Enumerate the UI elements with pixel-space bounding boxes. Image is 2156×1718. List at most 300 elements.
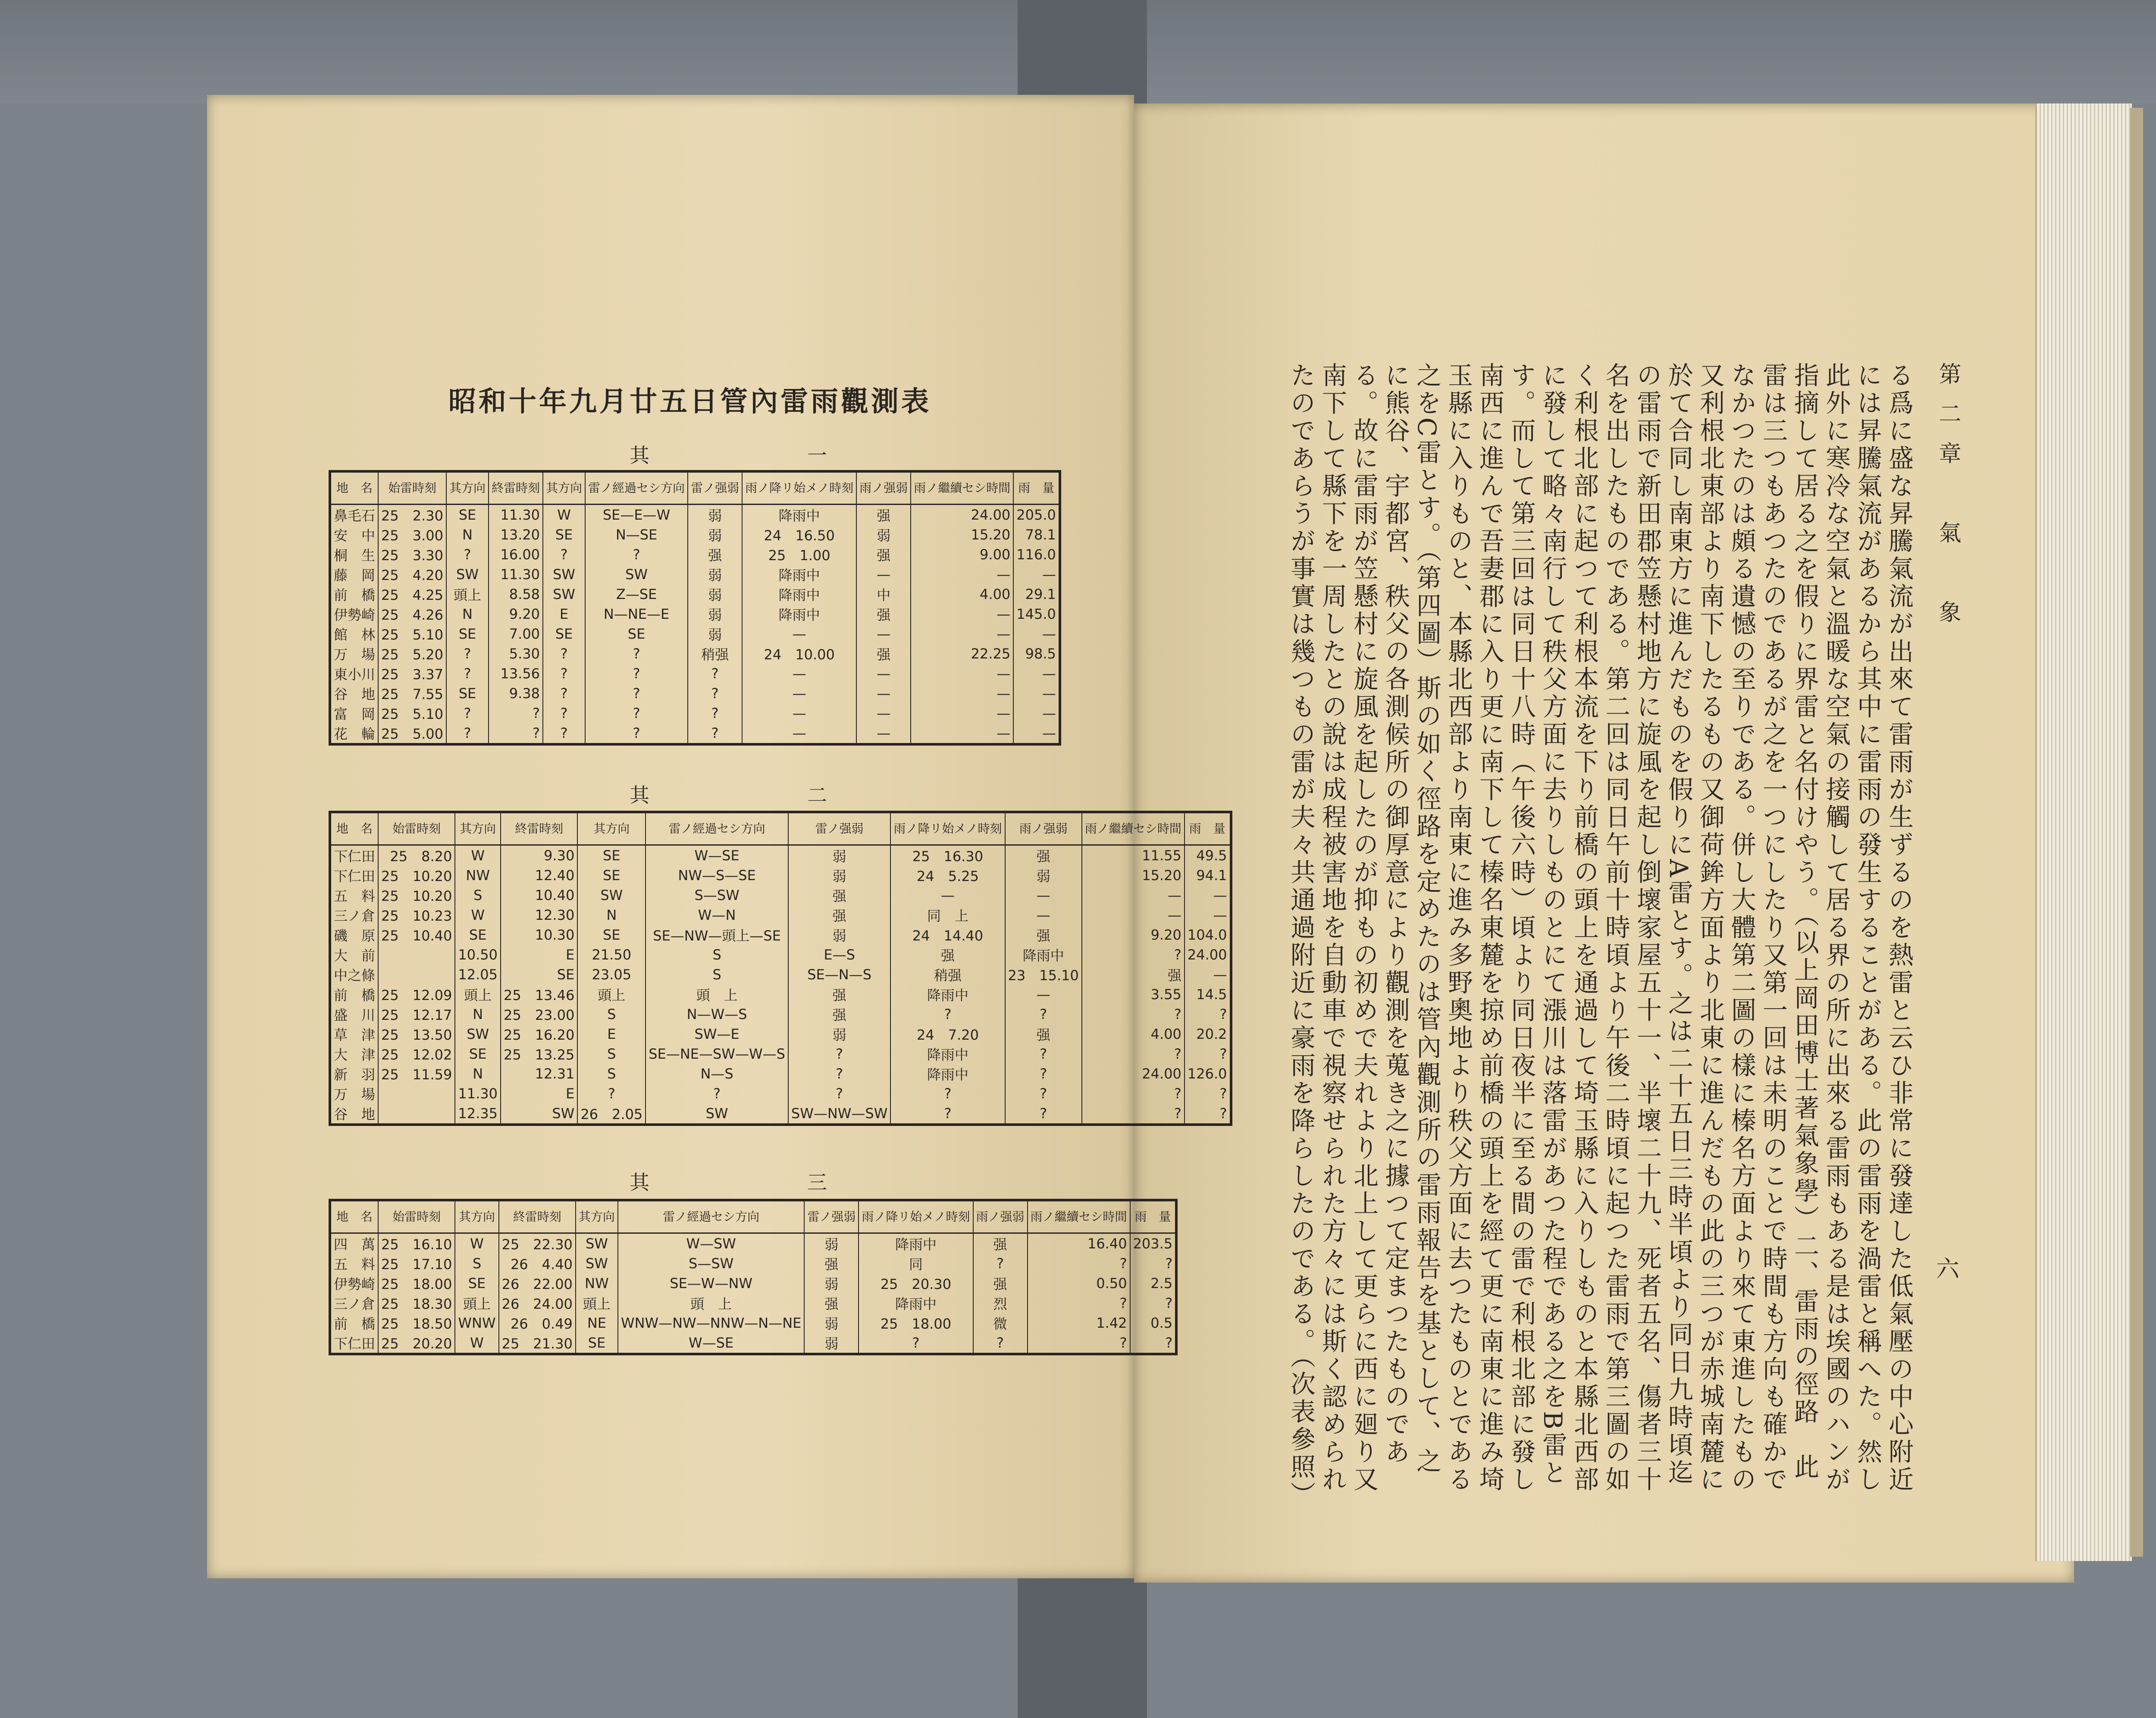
table-cell: 盛 川 xyxy=(330,1004,378,1024)
table-cell: ? xyxy=(1082,1004,1185,1024)
table-cell: 9.30 xyxy=(501,845,577,866)
table-cell: WNW xyxy=(455,1313,498,1333)
table-cell: W—SW xyxy=(618,1233,804,1254)
table-cell: 前 橋 xyxy=(330,984,378,1004)
column-header: 雷ノ經過セシ方向 xyxy=(585,471,688,505)
table-cell: SE xyxy=(577,845,646,866)
table-cell: 中之條 xyxy=(330,965,378,984)
table-cell: ? xyxy=(1005,1004,1082,1024)
table-cell: 98.5 xyxy=(1013,644,1060,664)
table-cell: 25 5.10 xyxy=(378,624,446,644)
table-cell: WNW—NW—NNW—N—NE xyxy=(618,1313,804,1333)
table-row xyxy=(330,1233,1176,1254)
table-cell: 11.30 xyxy=(489,505,543,525)
table-cell: ? xyxy=(585,664,688,683)
column-header: 雨ノ强弱 xyxy=(1005,812,1082,845)
table-cell: 26 0.49 xyxy=(499,1313,576,1333)
table-cell: SE xyxy=(446,624,489,644)
table-cell: 1.42 xyxy=(1028,1313,1130,1333)
table-cell: 弱 xyxy=(688,604,742,624)
column-header: 始雷時刻 xyxy=(378,812,455,845)
table-cell: SE xyxy=(446,683,489,703)
table-cell: 7.00 xyxy=(489,624,543,644)
table-cell: 24.00 xyxy=(911,505,1013,525)
table-cell: 三ノ倉 xyxy=(330,905,378,925)
table-cell: 10.50 xyxy=(455,945,501,965)
table-cell: SE xyxy=(446,505,489,525)
chapter-header: 第二章 氣 象 xyxy=(1935,362,1961,640)
table-cell: ? xyxy=(446,664,489,683)
column-header: 雨 量 xyxy=(1130,1200,1177,1233)
table-cell: 25 4.26 xyxy=(378,604,446,624)
table-cell: 25 5.10 xyxy=(378,703,446,723)
table-cell: 强 xyxy=(856,505,911,525)
table-cell: 伊勢崎 xyxy=(330,604,378,624)
table-cell: S—SW xyxy=(646,885,788,905)
table-cell: 25 13.50 xyxy=(378,1024,455,1044)
table-cell: — xyxy=(1082,885,1185,905)
table-cell: ? xyxy=(543,683,585,703)
table-cell: 弱 xyxy=(688,584,742,604)
table-cell: N xyxy=(455,1004,501,1024)
table-cell: ? xyxy=(788,1084,890,1104)
table-cell: 大 津 xyxy=(330,1044,378,1064)
table-cell: 25 16.10 xyxy=(378,1233,455,1254)
table-row xyxy=(330,1273,1176,1293)
table-cell: 0.5 xyxy=(1130,1313,1177,1333)
table-cell: 24 5.25 xyxy=(890,865,1005,885)
table-cell: SW xyxy=(585,564,688,584)
table-cell: 25 16.20 xyxy=(501,1024,577,1044)
table-cell: 稍强 xyxy=(890,965,1005,984)
table-cell: 11.30 xyxy=(455,1084,501,1104)
table-cell: 203.5 xyxy=(1130,1233,1177,1254)
table-cell: 25 3.00 xyxy=(378,525,446,545)
table-2-label: 其 二 xyxy=(630,784,896,807)
table-cell: 25 20.30 xyxy=(859,1273,973,1293)
table-cell: SW xyxy=(543,584,585,604)
table-cell: N xyxy=(446,525,489,545)
table-cell: SW xyxy=(543,564,585,584)
table-cell: 弱 xyxy=(1005,865,1082,885)
table-cell: — xyxy=(742,703,856,723)
column-header: 始雷時刻 xyxy=(378,1200,455,1233)
table-cell: 强 xyxy=(856,545,911,564)
table-cell: 8.58 xyxy=(489,584,543,604)
table-cell: SE xyxy=(585,624,688,644)
table-cell: 11.55 xyxy=(1082,845,1185,866)
table-cell: 弱 xyxy=(688,624,742,644)
table-cell: 弱 xyxy=(856,525,911,545)
table-cell: 25 13.46 xyxy=(501,984,577,1004)
table-3-label: 其 三 xyxy=(630,1171,896,1194)
observation-table-1 xyxy=(329,470,1061,746)
column-header: 其方向 xyxy=(577,812,646,845)
table-cell: 下仁田 xyxy=(330,865,378,885)
table-cell: 降雨中 xyxy=(859,1293,973,1313)
page-number: 六 xyxy=(1936,1255,1959,1282)
table-cell: ? xyxy=(1082,945,1185,965)
table-cell: SE—NE—SW—W—S xyxy=(646,1044,788,1064)
table-cell: SW xyxy=(501,1104,577,1125)
table-cell: W xyxy=(543,505,585,525)
table-cell: — xyxy=(1013,624,1060,644)
table-row xyxy=(330,984,1231,1004)
table-cell: 25 10.23 xyxy=(378,905,455,925)
table-cell: ? xyxy=(446,723,489,744)
table-cell: ? xyxy=(890,1084,1005,1104)
table-cell: ? xyxy=(585,683,688,703)
table-cell: Z—SE xyxy=(585,584,688,604)
table-cell: 大 前 xyxy=(330,945,378,965)
table-cell: 15.20 xyxy=(911,525,1013,545)
table-cell: 9.20 xyxy=(1082,925,1185,945)
table-cell: 24 14.40 xyxy=(890,925,1005,945)
table-cell: — xyxy=(856,664,911,683)
table-cell: 弱 xyxy=(688,525,742,545)
table-cell: 弱 xyxy=(804,1273,859,1293)
table-cell: 安 中 xyxy=(330,525,378,545)
table-cell: 24 10.00 xyxy=(742,644,856,664)
table-cell: 10.40 xyxy=(501,885,577,905)
column-header: 雨ノ繼續セシ時間 xyxy=(1028,1200,1130,1233)
table-cell: NE xyxy=(576,1313,618,1333)
table-cell: ? xyxy=(1028,1333,1130,1354)
table-cell: SE xyxy=(455,1044,501,1064)
table-cell: 3.55 xyxy=(1082,984,1185,1004)
table-cell: — xyxy=(911,604,1013,624)
table-cell: 13.56 xyxy=(489,664,543,683)
table-cell: SW xyxy=(576,1233,618,1254)
table-cell: — xyxy=(890,885,1005,905)
table-cell: 强 xyxy=(788,905,890,925)
table-cell: 强 xyxy=(1082,965,1185,984)
table-cell: 頭上 xyxy=(576,1293,618,1313)
table-cell: 9.00 xyxy=(911,545,1013,564)
table-cell: E xyxy=(501,1084,577,1104)
table-cell: 弱 xyxy=(688,505,742,525)
table-cell: 25 23.00 xyxy=(501,1004,577,1024)
table-cell: E xyxy=(543,604,585,624)
table-cell: 頭上 xyxy=(446,584,489,604)
table-cell: N—SE xyxy=(585,525,688,545)
table-cell: 强 xyxy=(856,644,911,664)
table-cell: W—SE xyxy=(618,1333,804,1354)
table-cell: NW xyxy=(576,1273,618,1293)
table-cell: ? xyxy=(890,1104,1005,1125)
table-cell: 25 10.40 xyxy=(378,925,455,945)
table-row xyxy=(330,564,1060,584)
table-cell: 藤 岡 xyxy=(330,564,378,584)
table-cell: S xyxy=(577,1044,646,1064)
table-cell: S xyxy=(577,1064,646,1084)
column-header: 終雷時刻 xyxy=(489,471,543,505)
table-cell xyxy=(378,1104,455,1125)
table-cell: ? xyxy=(1185,1004,1231,1024)
table-cell: — xyxy=(911,683,1013,703)
table-cell: 25 20.20 xyxy=(378,1333,455,1354)
table-cell: ? xyxy=(446,703,489,723)
table-cell: 草 津 xyxy=(330,1024,378,1044)
table-cell: ? xyxy=(1185,1104,1231,1125)
table-cell: SE—E—W xyxy=(585,505,688,525)
table-cell: — xyxy=(1082,905,1185,925)
table-cell: 25 4.20 xyxy=(378,564,446,584)
table-cell: — xyxy=(856,624,911,644)
column-header: 地 名 xyxy=(330,812,378,845)
column-header: 雨 量 xyxy=(1013,471,1060,505)
table-cell: ? xyxy=(1005,1084,1082,1104)
table-cell: — xyxy=(1185,885,1231,905)
table-row xyxy=(330,644,1060,664)
column-header: 其方向 xyxy=(576,1200,618,1233)
table-cell: ? xyxy=(1028,1254,1130,1273)
column-header: 其方向 xyxy=(455,812,501,845)
table-cell: — xyxy=(911,664,1013,683)
table-cell: NW xyxy=(455,865,501,885)
table-cell: ? xyxy=(688,683,742,703)
table-row xyxy=(330,1084,1231,1104)
table-cell: — xyxy=(856,564,911,584)
table-cell: SE xyxy=(455,925,501,945)
table-cell: 15.20 xyxy=(1082,865,1185,885)
table-cell: 12.40 xyxy=(501,865,577,885)
table-cell: 頭 上 xyxy=(618,1293,804,1313)
table-cell: 24.00 xyxy=(1185,945,1231,965)
table-cell: SE xyxy=(576,1333,618,1354)
table-cell: SW xyxy=(576,1254,618,1273)
table-cell: N xyxy=(577,905,646,925)
table-cell: W xyxy=(455,1333,498,1354)
table-cell: ? xyxy=(688,664,742,683)
table-row xyxy=(330,945,1231,965)
table-cell: 万 場 xyxy=(330,1084,378,1104)
table-cell: ? xyxy=(1028,1293,1130,1313)
table-cell: W xyxy=(455,905,501,925)
column-header: 終雷時刻 xyxy=(499,1200,576,1233)
table-cell: — xyxy=(1005,885,1082,905)
table-cell: 4.00 xyxy=(911,584,1013,604)
table-cell: — xyxy=(742,624,856,644)
column-header: 雨ノ降リ始メノ時刻 xyxy=(742,471,856,505)
table-cell: 26 4.40 xyxy=(499,1254,576,1273)
table-cell: 伊勢崎 xyxy=(330,1273,378,1293)
table-cell: 强 xyxy=(788,1004,890,1024)
column-header: 其方向 xyxy=(543,471,585,505)
table-row xyxy=(330,865,1231,885)
table-cell: 25 5.20 xyxy=(378,644,446,664)
table-cell: 104.0 xyxy=(1185,925,1231,945)
table-cell: 谷 地 xyxy=(330,683,378,703)
table-cell: SE xyxy=(543,525,585,545)
table-cell: 强 xyxy=(804,1293,859,1313)
column-header: 雷ノ强弱 xyxy=(688,471,742,505)
column-header: 雨ノ强弱 xyxy=(973,1200,1028,1233)
table-cell: ? xyxy=(489,703,543,723)
table-cell: SE xyxy=(543,624,585,644)
table-cell: 降雨中 xyxy=(890,1064,1005,1084)
table-cell: 降雨中 xyxy=(742,584,856,604)
column-header: 雨ノ强弱 xyxy=(856,471,911,505)
table-cell: ? xyxy=(890,1004,1005,1024)
table-cell: 弱 xyxy=(788,1024,890,1044)
table-cell: SW—NW—SW xyxy=(788,1104,890,1125)
table-cell: 25 3.30 xyxy=(378,545,446,564)
table-cell: 弱 xyxy=(788,865,890,885)
column-header: 始雷時刻 xyxy=(378,471,446,505)
table-1-label: 其 一 xyxy=(630,444,896,467)
table-cell: 26 22.00 xyxy=(499,1273,576,1293)
table-cell: 弱 xyxy=(788,925,890,945)
table-cell xyxy=(378,965,455,984)
table-cell: 205.0 xyxy=(1013,505,1060,525)
table-cell: 25 18.30 xyxy=(378,1293,455,1313)
table-cell: 25 21.30 xyxy=(499,1333,576,1354)
table-cell: 弱 xyxy=(688,564,742,584)
column-header: 雷ノ經過セシ方向 xyxy=(646,812,788,845)
table-cell: 降雨中 xyxy=(742,564,856,584)
table-cell: 館 林 xyxy=(330,624,378,644)
table-row xyxy=(330,885,1231,905)
table-cell: N xyxy=(446,604,489,624)
table-cell: — xyxy=(1013,664,1060,683)
table-row xyxy=(330,1064,1231,1084)
table-row xyxy=(330,624,1060,644)
table-cell: ? xyxy=(543,703,585,723)
table-row xyxy=(330,1104,1231,1125)
table-cell: SE xyxy=(577,925,646,945)
table-cell: 25 11.59 xyxy=(378,1064,455,1084)
table-cell: — xyxy=(911,564,1013,584)
table-cell: ? xyxy=(973,1254,1028,1273)
table-row xyxy=(330,1004,1231,1024)
table-cell: 9.38 xyxy=(489,683,543,703)
table-cell: 磯 原 xyxy=(330,925,378,945)
column-header: 雨ノ降リ始メノ時刻 xyxy=(890,812,1005,845)
table-cell: SE xyxy=(501,965,577,984)
table-cell: 强 xyxy=(788,984,890,1004)
table-cell: 25 18.00 xyxy=(859,1313,973,1333)
table-cell: ? xyxy=(489,723,543,744)
table-cell: 21.50 xyxy=(577,945,646,965)
table-cell: 弱 xyxy=(804,1233,859,1254)
table-cell: SE—N—S xyxy=(788,965,890,984)
table-cell: 25 10.20 xyxy=(378,885,455,905)
table-cell: SE xyxy=(577,865,646,885)
table-cell: 24 7.20 xyxy=(890,1024,1005,1044)
observation-table-3 xyxy=(329,1199,1178,1355)
table-cell: W—SE xyxy=(646,845,788,866)
table-cell: 25 2.30 xyxy=(378,505,446,525)
table-cell: E—S xyxy=(788,945,890,965)
table-cell: ? xyxy=(585,703,688,723)
column-header: 雨ノ降リ始メノ時刻 xyxy=(859,1200,973,1233)
table-cell: 降雨中 xyxy=(890,984,1005,1004)
table-cell: 5.30 xyxy=(489,644,543,664)
table-title: 昭和十年九月廿五日管內雷雨觀測表 xyxy=(448,386,931,418)
page-edge-stack xyxy=(2035,103,2132,1561)
table-cell: ? xyxy=(585,644,688,664)
table-cell: 强 xyxy=(1005,1024,1082,1044)
table-cell: NW—S—SE xyxy=(646,865,788,885)
table-cell: 鼻毛石 xyxy=(330,505,378,525)
table-cell: ? xyxy=(1185,1084,1231,1104)
table-cell: 微 xyxy=(973,1313,1028,1333)
table-cell: 强 xyxy=(688,545,742,564)
table-cell: N—W—S xyxy=(646,1004,788,1024)
table-cell: 下仁田 xyxy=(330,1333,378,1354)
table-cell: 14.5 xyxy=(1185,984,1231,1004)
book-cover-edge xyxy=(2130,108,2143,1557)
table-cell: S xyxy=(577,1004,646,1024)
table-cell: 强 xyxy=(1005,845,1082,866)
table-cell: ? xyxy=(1185,1044,1231,1064)
observation-table-2 xyxy=(329,811,1232,1126)
table-row xyxy=(330,723,1060,744)
table-cell: 弱 xyxy=(788,845,890,866)
table-cell: SW xyxy=(646,1104,788,1125)
table-cell: — xyxy=(911,624,1013,644)
table-cell: ? xyxy=(1082,1104,1185,1125)
table-cell: N—NE—E xyxy=(585,604,688,624)
table-cell: 弱 xyxy=(804,1333,859,1354)
table-row xyxy=(330,604,1060,624)
table-cell: 25 8.20 xyxy=(378,845,455,866)
table-cell: — xyxy=(1185,965,1231,984)
table-cell: N xyxy=(455,1064,501,1084)
table-cell: — xyxy=(1013,683,1060,703)
table-cell: 前 橋 xyxy=(330,1313,378,1333)
table-cell xyxy=(378,1084,455,1104)
table-row xyxy=(330,525,1060,545)
table-cell: 12.31 xyxy=(501,1064,577,1084)
table-cell: ? xyxy=(446,545,489,564)
table-row xyxy=(330,683,1060,703)
table-cell: 桐 生 xyxy=(330,545,378,564)
table-cell: — xyxy=(1013,703,1060,723)
table-cell: ? xyxy=(688,703,742,723)
table-cell: — xyxy=(742,683,856,703)
table-cell: 13.20 xyxy=(489,525,543,545)
table-cell: E xyxy=(501,945,577,965)
table-cell: 同 上 xyxy=(890,905,1005,925)
table-cell: 25 12.02 xyxy=(378,1044,455,1064)
table-cell: 25 22.30 xyxy=(499,1233,576,1254)
table-row xyxy=(330,1254,1176,1273)
table-cell: 25 12.09 xyxy=(378,984,455,1004)
table-cell: SW xyxy=(446,564,489,584)
table-cell: 16.00 xyxy=(489,545,543,564)
table-cell: 降雨中 xyxy=(890,1044,1005,1064)
table-cell: 23.05 xyxy=(577,965,646,984)
table-cell: ? xyxy=(688,723,742,744)
table-cell: 24 16.50 xyxy=(742,525,856,545)
table-cell: ? xyxy=(1130,1254,1177,1273)
table-cell: ? xyxy=(543,545,585,564)
table-cell: S xyxy=(455,1254,498,1273)
table-row xyxy=(330,1044,1231,1064)
table-cell: ? xyxy=(1082,1084,1185,1104)
table-cell: ? xyxy=(585,545,688,564)
table-cell: 25 12.17 xyxy=(378,1004,455,1024)
table-cell: S xyxy=(646,965,788,984)
table-cell: 25 17.10 xyxy=(378,1254,455,1273)
table-cell: 東小川 xyxy=(330,664,378,683)
table-cell: — xyxy=(856,683,911,703)
table-cell: 29.1 xyxy=(1013,584,1060,604)
table-cell: 12.30 xyxy=(501,905,577,925)
table-cell: SW—E xyxy=(646,1024,788,1044)
